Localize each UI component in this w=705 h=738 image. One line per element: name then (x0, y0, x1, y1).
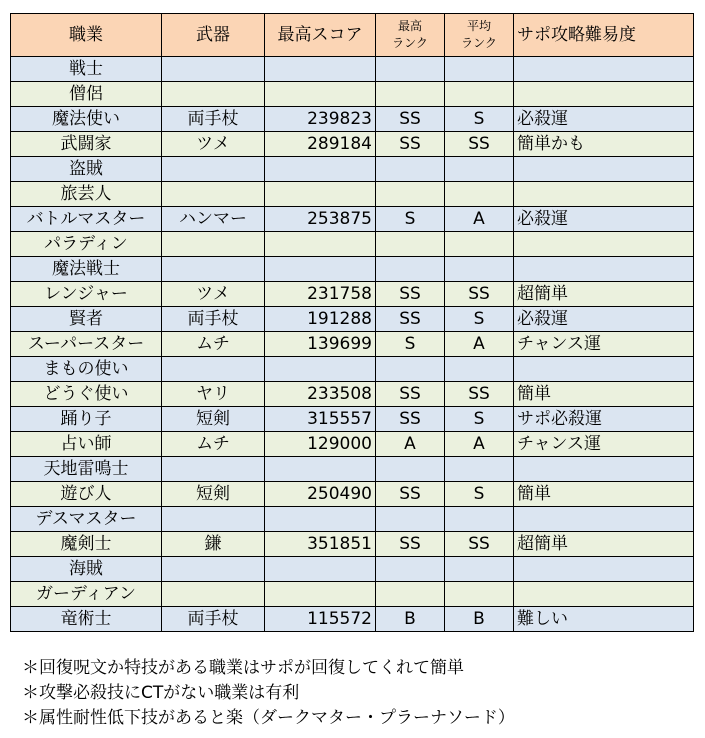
cell-best-score: 289184 (265, 132, 376, 157)
cell-avg-rank: S (445, 407, 514, 432)
cell-difficulty (514, 582, 694, 607)
cell-difficulty: 簡単 (514, 482, 694, 507)
table-row (11, 582, 694, 607)
cell-best-rank: SS (376, 132, 445, 157)
table-row (11, 457, 694, 482)
cell-weapon: 両手杖 (162, 107, 265, 132)
cell-best-rank (376, 182, 445, 207)
cell-difficulty: 簡単かも (514, 132, 694, 157)
cell-job: 盗賊 (11, 157, 162, 182)
cell-avg-rank (445, 182, 514, 207)
cell-weapon: ムチ (162, 332, 265, 357)
table-row (11, 332, 694, 357)
cell-weapon (162, 357, 265, 382)
cell-best-score: 233508 (265, 382, 376, 407)
cell-avg-rank (445, 582, 514, 607)
cell-best-score: 351851 (265, 532, 376, 557)
cell-best-score: 129000 (265, 432, 376, 457)
cell-weapon: 短剣 (162, 407, 265, 432)
note-ct: ＊攻撃必殺技にCTがない職業は有利 (22, 683, 300, 703)
cell-weapon: ハンマー (162, 207, 265, 232)
cell-best-score (265, 232, 376, 257)
header-row (11, 14, 694, 57)
cell-job: 竜術士 (11, 607, 162, 632)
cell-weapon: 短剣 (162, 482, 265, 507)
cell-best-score (265, 57, 376, 82)
cell-best-rank: SS (376, 382, 445, 407)
table-row (11, 557, 694, 582)
table-row (11, 282, 694, 307)
header-best-rank (376, 14, 445, 57)
table-row (11, 307, 694, 332)
cell-best-score: 115572 (265, 607, 376, 632)
cell-avg-rank: SS (445, 132, 514, 157)
cell-best-rank: SS (376, 282, 445, 307)
cell-best-rank: S (376, 207, 445, 232)
cell-weapon (162, 57, 265, 82)
cell-best-rank (376, 557, 445, 582)
cell-best-rank: SS (376, 532, 445, 557)
cell-best-score (265, 257, 376, 282)
cell-job: パラディン (11, 232, 162, 257)
cell-weapon: ヤリ (162, 382, 265, 407)
cell-difficulty (514, 257, 694, 282)
cell-weapon (162, 257, 265, 282)
cell-best-rank: SS (376, 407, 445, 432)
cell-job: 旅芸人 (11, 182, 162, 207)
header-avg-rank-line1: 平均 (466, 19, 491, 33)
cell-job: デスマスター (11, 507, 162, 532)
table-row (11, 357, 694, 382)
table-row (11, 157, 694, 182)
table-row (11, 107, 694, 132)
cell-best-rank (376, 157, 445, 182)
cell-weapon (162, 182, 265, 207)
cell-best-rank: B (376, 607, 445, 632)
cell-difficulty: 超簡単 (514, 532, 694, 557)
header-best-rank-line2: ランク (392, 36, 428, 50)
cell-job: 天地雷鳴士 (11, 457, 162, 482)
cell-job: まもの使い (11, 357, 162, 382)
cell-job: 占い師 (11, 432, 162, 457)
cell-avg-rank (445, 57, 514, 82)
cell-job: 武闘家 (11, 132, 162, 157)
cell-job: どうぐ使い (11, 382, 162, 407)
cell-avg-rank: A (445, 432, 514, 457)
header-avg-rank-line2: ランク (461, 36, 497, 50)
cell-best-rank: A (376, 432, 445, 457)
cell-difficulty (514, 357, 694, 382)
cell-difficulty (514, 457, 694, 482)
header-best-score: 最高スコア (265, 14, 376, 57)
cell-avg-rank (445, 82, 514, 107)
cell-best-score (265, 82, 376, 107)
cell-best-score: 139699 (265, 332, 376, 357)
table-row (11, 232, 694, 257)
table-row (11, 432, 694, 457)
cell-weapon: ツメ (162, 282, 265, 307)
cell-avg-rank: A (445, 332, 514, 357)
cell-difficulty (514, 557, 694, 582)
cell-weapon: ムチ (162, 432, 265, 457)
cell-weapon (162, 457, 265, 482)
cell-difficulty: 必殺運 (514, 107, 694, 132)
cell-job: 踊り子 (11, 407, 162, 432)
header-job: 職業 (11, 14, 162, 57)
cell-avg-rank: SS (445, 532, 514, 557)
cell-best-score (265, 357, 376, 382)
cell-weapon: 両手杖 (162, 307, 265, 332)
cell-best-rank (376, 582, 445, 607)
cell-weapon: 両手杖 (162, 607, 265, 632)
cell-job: レンジャー (11, 282, 162, 307)
cell-avg-rank: S (445, 107, 514, 132)
cell-best-rank: SS (376, 482, 445, 507)
table-row (11, 207, 694, 232)
cell-job: バトルマスター (11, 207, 162, 232)
table-row (11, 532, 694, 557)
notes (22, 656, 515, 731)
cell-best-score (265, 582, 376, 607)
cell-best-rank (376, 257, 445, 282)
cell-best-rank (376, 457, 445, 482)
cell-avg-rank: S (445, 482, 514, 507)
cell-avg-rank (445, 457, 514, 482)
cell-best-rank (376, 507, 445, 532)
cell-avg-rank (445, 357, 514, 382)
cell-best-score: 315557 (265, 407, 376, 432)
cell-difficulty: 必殺運 (514, 207, 694, 232)
cell-weapon (162, 157, 265, 182)
cell-best-score (265, 557, 376, 582)
cell-difficulty: 簡単 (514, 382, 694, 407)
cell-job: 僧侶 (11, 82, 162, 107)
cell-job: 魔法使い (11, 107, 162, 132)
cell-best-score: 253875 (265, 207, 376, 232)
cell-difficulty (514, 82, 694, 107)
cell-best-rank: SS (376, 107, 445, 132)
cell-avg-rank (445, 232, 514, 257)
cell-avg-rank: SS (445, 382, 514, 407)
header-difficulty: サポ攻略難易度 (514, 14, 694, 57)
cell-difficulty (514, 57, 694, 82)
cell-difficulty: チャンス運 (514, 332, 694, 357)
cell-job: ガーディアン (11, 582, 162, 607)
cell-best-rank (376, 82, 445, 107)
table-row (11, 482, 694, 507)
cell-best-score (265, 182, 376, 207)
table-row (11, 57, 694, 82)
cell-best-score: 239823 (265, 107, 376, 132)
cell-best-rank: SS (376, 307, 445, 332)
cell-best-score: 191288 (265, 307, 376, 332)
score-table (10, 13, 694, 632)
cell-avg-rank (445, 257, 514, 282)
cell-difficulty: 難しい (514, 607, 694, 632)
cell-avg-rank: S (445, 307, 514, 332)
cell-avg-rank (445, 507, 514, 532)
cell-best-score: 250490 (265, 482, 376, 507)
cell-job: 遊び人 (11, 482, 162, 507)
cell-weapon: ツメ (162, 132, 265, 157)
cell-difficulty: チャンス運 (514, 432, 694, 457)
cell-job: 戦士 (11, 57, 162, 82)
table-row (11, 382, 694, 407)
cell-job: 海賊 (11, 557, 162, 582)
table-row (11, 407, 694, 432)
cell-best-score (265, 457, 376, 482)
cell-best-rank: S (376, 332, 445, 357)
cell-weapon: 鎌 (162, 532, 265, 557)
cell-weapon (162, 82, 265, 107)
cell-avg-rank: B (445, 607, 514, 632)
cell-job: スーパースター (11, 332, 162, 357)
table-row (11, 82, 694, 107)
cell-job: 魔法戦士 (11, 257, 162, 282)
cell-avg-rank: A (445, 207, 514, 232)
note-heal: ＊回復呪文か特技がある職業はサポが回復してくれて簡単 (22, 658, 464, 678)
cell-job: 賢者 (11, 307, 162, 332)
cell-weapon (162, 507, 265, 532)
table-row (11, 132, 694, 157)
cell-best-rank (376, 357, 445, 382)
table-body (11, 57, 694, 632)
cell-job: 魔剣士 (11, 532, 162, 557)
cell-weapon (162, 582, 265, 607)
header-weapon: 武器 (162, 14, 265, 57)
cell-difficulty (514, 232, 694, 257)
header-best-rank-line1: 最高 (397, 19, 422, 33)
table-row (11, 507, 694, 532)
table-row (11, 182, 694, 207)
cell-difficulty: サポ必殺運 (514, 407, 694, 432)
cell-best-score (265, 157, 376, 182)
cell-difficulty (514, 182, 694, 207)
cell-avg-rank: SS (445, 282, 514, 307)
cell-difficulty: 必殺運 (514, 307, 694, 332)
cell-weapon (162, 232, 265, 257)
header-avg-rank (445, 14, 514, 57)
cell-best-score (265, 507, 376, 532)
cell-difficulty (514, 157, 694, 182)
cell-best-score: 231758 (265, 282, 376, 307)
cell-difficulty (514, 507, 694, 532)
cell-avg-rank (445, 557, 514, 582)
cell-difficulty: 超簡単 (514, 282, 694, 307)
cell-weapon (162, 557, 265, 582)
table-row (11, 607, 694, 632)
cell-best-rank (376, 232, 445, 257)
cell-best-rank (376, 57, 445, 82)
table-row (11, 257, 694, 282)
note-element: ＊属性耐性低下技があると楽（ダークマター・プラーナソード） (22, 708, 515, 728)
cell-avg-rank (445, 157, 514, 182)
